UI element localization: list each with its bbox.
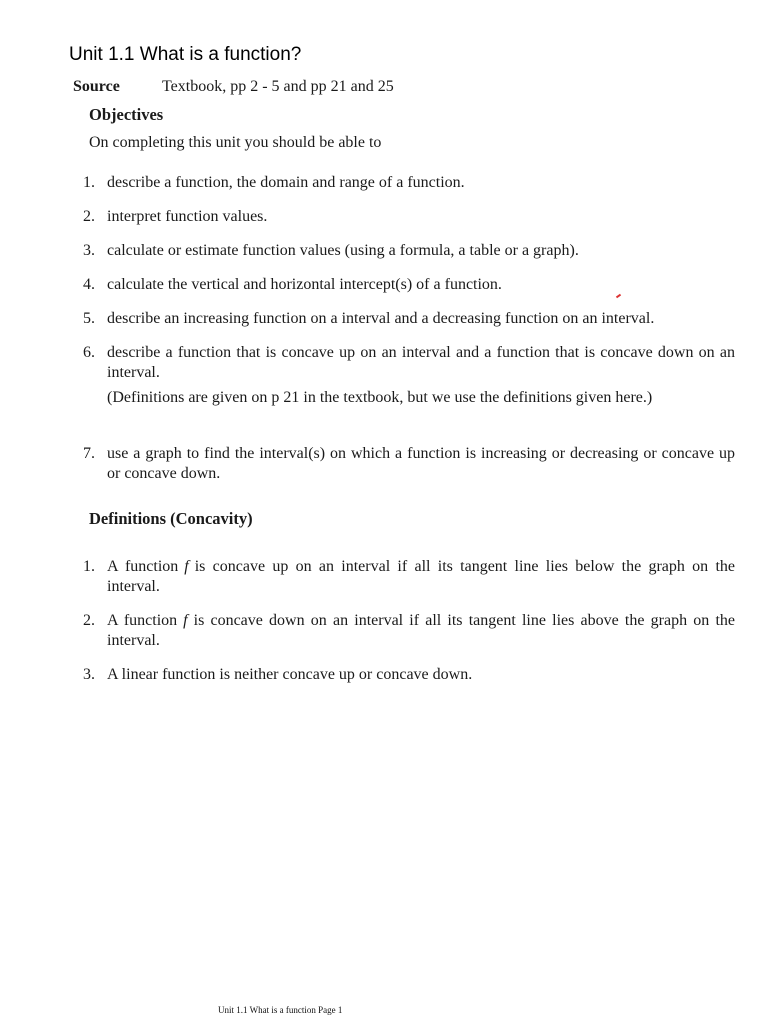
definition-item [83,611,735,651]
definitions-note: (Definitions are given on p 21 in the textbook, but we use the definitions given here.) [107,389,653,406]
objective-item [83,444,735,484]
item-number: 3. [83,242,95,259]
source-row [73,78,394,96]
definition-body: is concave up on an interval if all its tangent line lies below the graph on the interval. [107,558,736,595]
item-text: calculate or estimate function values (using a formula, a table or a graph). [107,242,579,259]
item-number: 1. [83,174,95,191]
item-text: describe an increasing function on a interval and a decreasing function on an interval. [107,310,655,327]
objective-item [83,173,735,193]
definitions-heading: Definitions (Concavity) [89,509,253,528]
item-number: 5. [83,310,95,327]
item-number: 7. [83,445,95,462]
source-value: Textbook, pp 2 - 5 and pp 21 and 25 [162,78,394,95]
source-label: Source [73,78,120,95]
item-text: interpret function values. [107,208,268,225]
objective-item [83,275,735,295]
objective-item [83,343,735,383]
definition-body: is concave down on an interval if all its tangent line lies above the graph on the interval. [107,612,735,649]
item-number: 3. [83,666,95,683]
item-number: 2. [83,612,95,629]
item-text: describe a function that is concave up on an interval and a function that is concave down on an interval. [107,344,735,381]
item-text: use a graph to find the interval(s) on which a function is increasing or decreasing or concave up or concave down. [107,445,735,482]
definition-item [83,557,735,597]
definition-item [83,665,735,685]
page-footer: Unit 1.1 What is a function Page 1 [218,1005,343,1015]
objective-item [83,309,735,329]
item-number: 6. [83,344,95,361]
item-text [107,611,735,651]
item-text: calculate the vertical and horizontal intercept(s) of a function. [107,276,502,293]
item-number: 2. [83,208,95,225]
definition-prefix: A function [107,558,179,575]
item-number: 1. [83,558,95,575]
function-variable: f [183,612,188,629]
item-number: 4. [83,276,95,293]
objectives-intro: On completing this unit you should be able to [89,134,382,151]
item-text: describe a function, the domain and range of a function. [107,174,465,191]
red-pen-mark [616,294,621,299]
objective-item [83,207,735,227]
item-text: A linear function is neither concave up or concave down. [107,666,473,683]
objectives-heading: Objectives [89,105,164,124]
page-title: Unit 1.1 What is a function? [69,44,302,65]
function-variable: f [184,558,189,575]
objective-item [83,241,735,261]
item-text [107,557,735,597]
definition-prefix: A function [107,612,178,629]
